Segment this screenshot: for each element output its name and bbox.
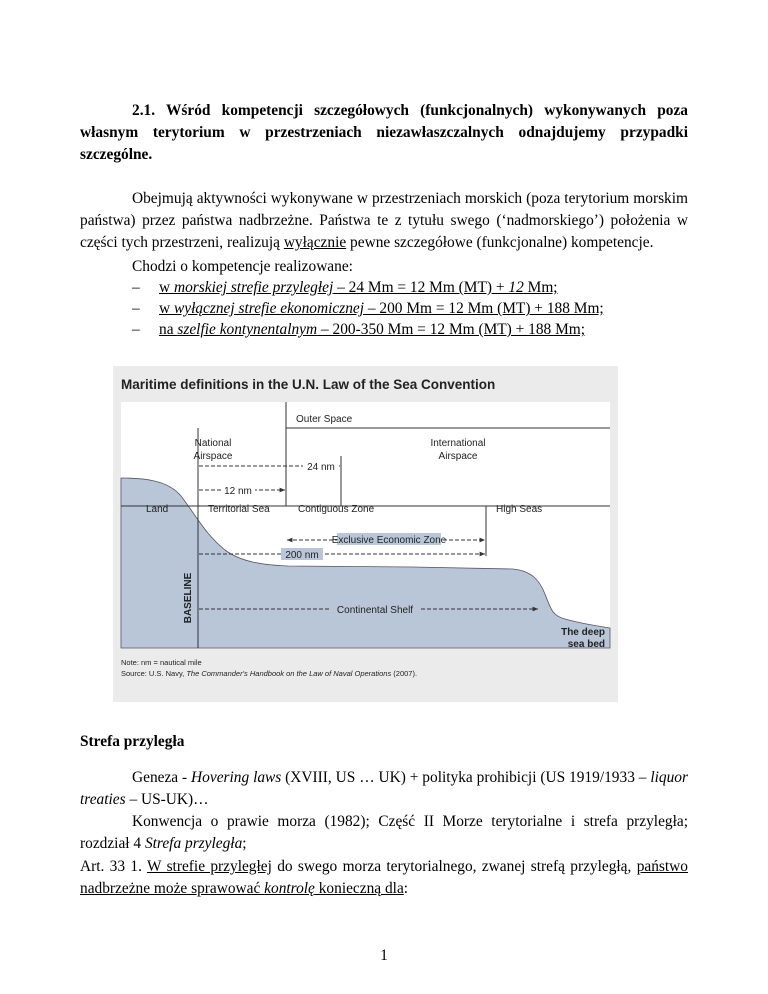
figure-source: Source: U.S. Navy, The Commander's Handbook on the Law of Naval Operations (2007). [121,669,418,678]
geneza-paragraph [80,767,688,811]
label-contiguous-zone: Contiguous Zone [298,504,375,515]
list-item-text: w wyłącznej strefie ekonomicznej – 200 Mm = 12 Mm (MT) + 188 Mm; [159,300,604,317]
art33-end: : [403,880,409,897]
geneza-mid: (XVIII, US … UK) + polityka prohibicji (US 1919/1933 – [281,769,651,786]
label-deep-sea-bed-1: The deep [561,627,605,638]
geneza-end: – US-UK)… [125,791,209,808]
label-high-seas: High Seas [496,504,543,515]
strefa-heading: Strefa przyległa [80,733,185,750]
label-outer-space: Outer Space [296,414,353,425]
list-item-shelf [132,319,692,340]
list-dash: – [132,300,140,317]
label-continental-shelf: Continental Shelf [336,605,414,616]
art33-underlined-1: W strefie przyległej [147,858,272,875]
label-land: Land [146,504,169,515]
konwencja-text: Konwencja o prawie morza (1982); Część II Morze terytorialne i strefa przyległa; rozdział 4 [80,813,688,852]
hovering-laws: Hovering laws [191,769,282,786]
label-200nm: 200 nm [285,550,319,561]
section-heading [80,100,688,166]
konwencja-italic: Strefa przyległa [144,835,243,852]
section-number: 2.1. [132,102,156,119]
list-item-text: w morskiej strefie przyległej – 24 Mm = 12 Mm (MT) + 12 Mm; [159,279,558,296]
maritime-zones-figure [113,366,618,702]
liquor-treaties: liquor treaties [80,769,688,808]
art33-prefix: Art. 33 1. [80,858,147,875]
label-deep-sea-bed-2: sea bed [567,639,605,650]
section-heading-text: Wśród kompetencji szczegółowych (funkcjonalnych) wykonywanych poza własnym terytorium w przestrzeniach niezawłaszczalnych odnajdujemy przypadki szczególne. [80,102,688,163]
label-baseline: BASELINE [183,572,194,624]
konwencja-end: ; [242,835,247,852]
label-national-airspace-1: National [194,438,232,449]
label-international-airspace-1: International [430,438,486,449]
intro-text-end: pewne szczegółowe (funkcjonalne) kompetencje. [346,234,654,251]
label-territorial-sea: Territorial Sea [208,504,270,515]
list-item-text: na szelfie kontynentalnym – 200-350 Mm = 12 Mm (MT) + 188 Mm; [159,321,586,338]
label-national-airspace-2: Airspace [193,451,233,462]
label-12nm: 12 nm [224,486,252,497]
figure-note: Note: nm = nautical mile [121,658,202,667]
art33-underlined-2: państwo nadbrzeżne może sprawować kontrolę konieczną dla [80,858,688,897]
figure-title: Maritime definitions in the U.N. Law of the Sea Convention [121,377,496,392]
art33-paragraph [80,856,688,900]
page-number: 1 [380,947,388,964]
label-24nm: 24 nm [307,462,335,473]
list-item-contiguous [132,277,692,298]
label-eez: Exclusive Economic Zone [331,535,447,546]
list-dash: – [132,321,140,338]
list-item-eez [132,298,692,319]
art33-mid: do swego morza terytorialnego, zwanej strefą przyległą, [271,858,637,875]
intro-paragraph [80,188,688,254]
label-international-airspace-2: Airspace [438,451,478,462]
list-intro: Chodzi o kompetencje realizowane: [132,258,353,275]
list-dash: – [132,279,140,296]
intro-emphasis: wyłącznie [283,234,347,251]
competence-list [132,256,692,340]
maritime-zones-diagram [113,366,618,702]
intro-text: Obejmują aktywności wykonywane w przestrzeniach morskich (poza terytorium morskim państwa) przez państwa nadbrzeżne. Państwa te z tytułu swego (‘nadmorskiego’) położenia w części tych przestrzeni, realizują [80,190,688,251]
geneza-label: Geneza - [132,769,192,786]
konwencja-paragraph [80,811,688,855]
